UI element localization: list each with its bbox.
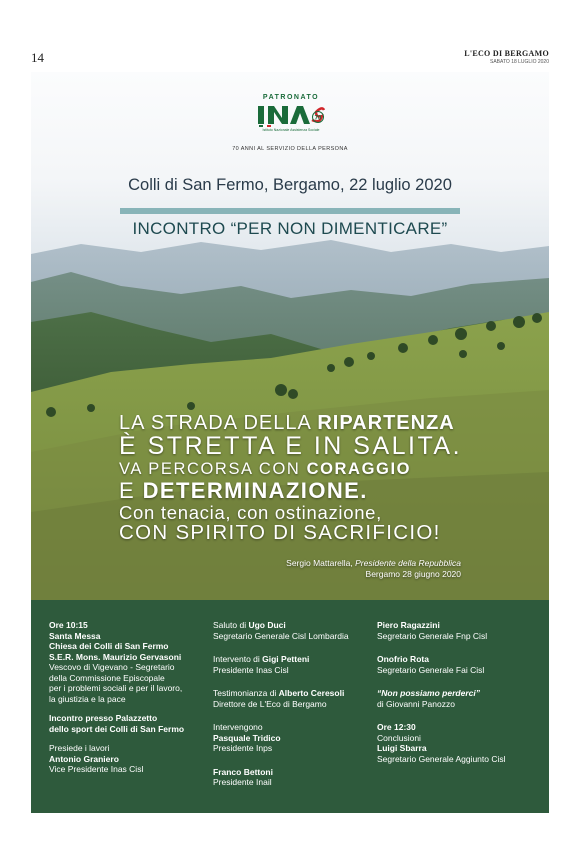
program-role: Presidente Inps <box>213 743 273 753</box>
quote-line-2: È STRETTA E IN SALITA. <box>119 432 463 460</box>
program-label: Intervengono <box>213 722 263 732</box>
quote-line-5: Con tenacia, con ostinazione, <box>119 501 383 523</box>
quote-text: E <box>119 477 143 503</box>
inas-logo-icon <box>256 102 326 128</box>
program-panel <box>31 600 549 813</box>
program-column-3 <box>377 620 537 764</box>
program-book-title: “Non possiamo perderci” <box>377 688 480 698</box>
program-person: Onofrio Rota <box>377 654 429 664</box>
quote-text: VA PERCORSA CON <box>119 460 307 478</box>
program-person: Pasquale Tridico <box>213 732 281 743</box>
author-name: Sergio Mattarella, <box>286 558 356 568</box>
quote-line-3 <box>119 461 459 478</box>
program-role: Segretario Generale Cisl Lombardia <box>213 630 349 641</box>
program-role: Presidente Inail <box>213 777 272 787</box>
program-person: Franco Bettoni <box>213 766 273 777</box>
quote-block <box>119 412 463 544</box>
program-role: Segretario Generale Fai Cisl <box>377 664 485 675</box>
program-time: Ore 12:30 <box>377 722 416 732</box>
attribution-place-date: Bergamo 28 giugno 2020 <box>365 569 461 579</box>
program-label: Conclusioni <box>377 732 421 743</box>
masthead <box>464 49 549 65</box>
quote-line-6: CON SPIRITO DI SACRIFICIO! <box>119 521 441 544</box>
program-label: Intervento di <box>213 654 263 664</box>
program-person: Luigi Sbarra <box>377 743 427 753</box>
quote-emphasis: DETERMINAZIONE <box>142 477 361 503</box>
program-label: Testimonianza di <box>213 688 279 698</box>
program-item <box>213 688 373 699</box>
logo-anniversary-badge: 70 <box>314 115 322 122</box>
program-book-author: di Giovanni Panozzo <box>377 698 455 709</box>
program-role: la giustizia e la pace <box>49 693 126 704</box>
quote-text: LA STRADA DELLA <box>119 412 318 434</box>
quote-attribution <box>286 558 461 580</box>
inas-logo <box>251 94 331 144</box>
event-title: INCONTRO “PER NON DIMENTICARE” <box>132 219 448 238</box>
event-poster <box>31 72 549 813</box>
program-role: Presidente Inas Cisl <box>213 664 289 675</box>
masthead-name: L'ECO DI BERGAMO <box>464 49 549 58</box>
program-label: Presiede i lavori <box>49 743 110 753</box>
anniversary-text: 70 ANNI AL SERVIZIO DELLA PERSONA <box>232 146 348 152</box>
quote-period: . <box>360 477 368 503</box>
program-role: Segretario Generale Fnp Cisl <box>377 630 488 641</box>
program-person: Ugo Duci <box>248 620 286 630</box>
program-person: Gigi Petteni <box>262 654 310 664</box>
program-location: Chiesa dei Colli di San Fermo <box>49 641 169 651</box>
program-person: Alberto Ceresoli <box>278 688 345 698</box>
quote-line-1 <box>119 413 459 433</box>
program-column-1 <box>49 620 219 775</box>
program-event: Incontro presso Palazzetto <box>49 713 158 723</box>
program-item <box>213 654 373 665</box>
program-person: Antonio Graniero <box>49 753 119 764</box>
program-role: Vescovo di Vigevano - Segretario <box>49 662 175 672</box>
program-role: Vice Presidente Inas Cisl <box>49 764 144 774</box>
page-number: 14 <box>31 50 44 65</box>
program-column-2 <box>213 620 373 788</box>
logo-tagline: Istituto Nazionale Assistenza Sociale <box>262 128 320 132</box>
quote-emphasis: CORAGGIO <box>306 460 412 478</box>
author-role: Presidente della Repubblica <box>355 558 461 568</box>
place-date: Colli di San Fermo, Bergamo, 22 luglio 2020 <box>128 176 452 194</box>
divider-rule <box>120 208 460 214</box>
quote-line-4 <box>119 477 459 503</box>
program-role: della Commissione Episcopale <box>49 672 165 683</box>
program-role: Segretario Generale Aggiunto Cisl <box>377 753 506 764</box>
program-location: dello sport dei Colli di San Fermo <box>49 723 185 734</box>
logo-patronato-text: PATRONATO <box>262 94 320 101</box>
quote-emphasis: RIPARTENZA <box>317 412 455 434</box>
masthead-date: SABATO 18 LUGLIO 2020 <box>489 59 549 65</box>
program-role: per i problemi sociali e per il lavoro, <box>49 683 183 693</box>
program-event: Santa Messa <box>49 630 101 641</box>
program-label: Saluto di <box>213 620 249 630</box>
program-time: Ore 10:15 <box>49 620 88 630</box>
program-person: S.E.R. Mons. Maurizio Gervasoni <box>49 651 182 662</box>
attribution-author <box>286 558 461 569</box>
program-person: Piero Ragazzini <box>377 620 440 630</box>
program-role: Direttore de L'Eco di Bergamo <box>213 698 327 709</box>
program-item <box>213 620 373 631</box>
